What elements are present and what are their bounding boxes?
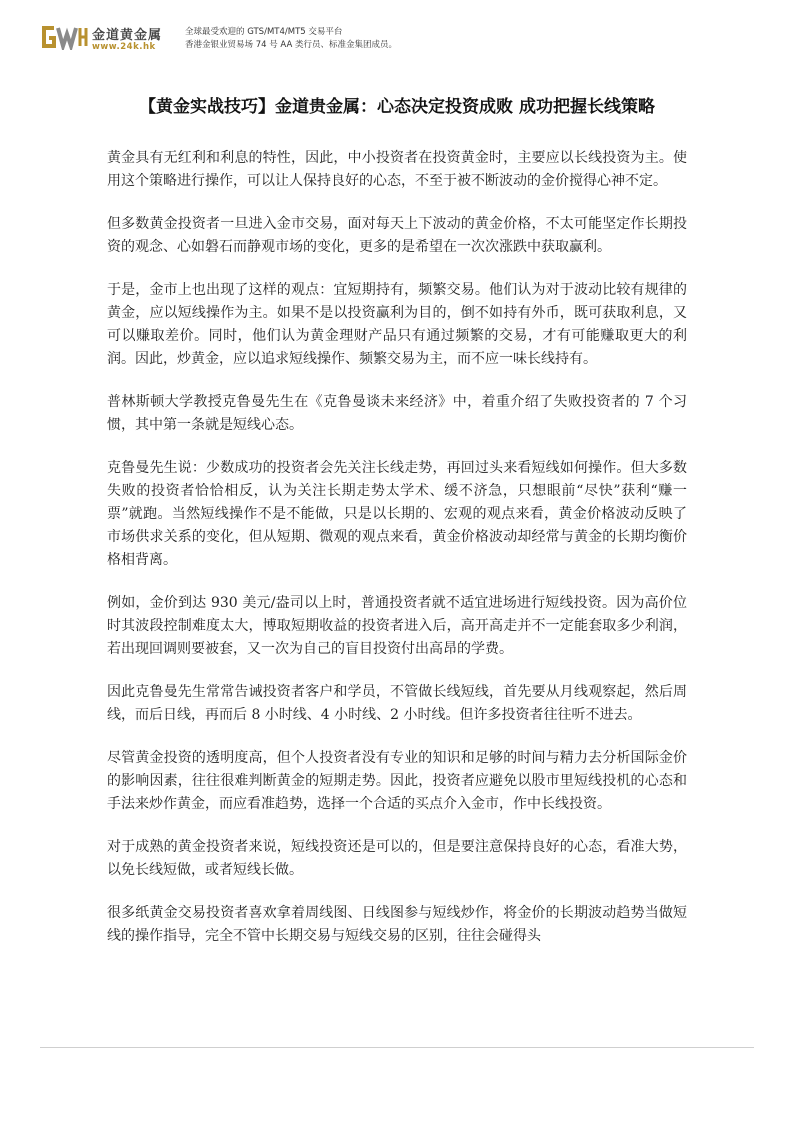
- header-tagline: [185, 26, 397, 52]
- article-title: 【黄金实战技巧】金道贵金属：心态决定投资成败 成功把握长线策略: [139, 97, 655, 117]
- paragraph: 克鲁曼先生说：少数成功的投资者会先关注长线走势，再回过头来看短线如何操作。但大多数失败的投资者恰恰相反，认为关注长期走势太学术、缓不济急，只想眼前“尽快”获利“赚一票”就跑。当然短线操作不是不能做，只是以长期的、宏观的观点来看，黄金价格波动反映了市场供求关系的变化，但从短期、微观的观点来看，黄金价格波动却经常与黄金的长期均衡价格相背离。: [107, 460, 687, 568]
- paragraph: 例如，金价到达 930 美元/盎司以上时，普通投资者就不适宜进场进行短线投资。因为高价位时其波段控制难度太大，博取短期收益的投资者进入后，高开高走并不一定能套取多少利润，若出现回调则要被套，又一次为自己的盲目投资付出高昂的学费。: [107, 595, 687, 657]
- paragraph: 因此克鲁曼先生常常告诫投资者客户和学员，不管做长线短线，首先要从月线观察起，然后周线，而后日线，再而后 8 小时线、4 小时线、2 小时线。但许多投资者往往听不进去。: [107, 684, 687, 723]
- tagline-line-1: 全球最受欢迎的 GTS/MT4/MT5 交易平台: [185, 27, 343, 37]
- paragraph: 但多数黄金投资者一旦进入金市交易，面对每天上下波动的黄金价格，不太可能坚定作长期投资的观念、心如磐石而静观市场的变化，更多的是希望在一次次涨跌中获取赢利。: [107, 216, 687, 255]
- gw-logo-icon: [40, 24, 88, 50]
- footer-divider: [40, 1047, 754, 1048]
- paragraph: 尽管黄金投资的透明度高，但个人投资者没有专业的知识和足够的时间与精力去分析国际金价的影响因素，往往很难判断黄金的短期走势。因此，投资者应避免以股市里短线投机的心态和手法来炒作黄金，而应看准趋势，选择一个合适的买点介入金市，作中长线投资。: [107, 750, 687, 812]
- logo-website: www.24k.hk: [92, 42, 156, 52]
- paragraph: 黄金具有无红利和利息的特性，因此，中小投资者在投资黄金时，主要应以长线投资为主。使用这个策略进行操作，可以让人保持良好的心态，不至于被不断波动的金价搅得心神不定。: [107, 150, 687, 189]
- tagline-line-2: 香港金银业贸易场 74 号 AA 类行员、标准金集团成员。: [185, 40, 397, 50]
- company-logo: [40, 22, 175, 58]
- paragraph: 普林斯顿大学教授克鲁曼先生在《克鲁曼谈未来经济》中，着重介绍了失败投资者的 7 个习惯，其中第一条就是短线心态。: [107, 394, 687, 433]
- paragraph: 于是，金市上也出现了这样的观点：宜短期持有，频繁交易。他们认为对于波动比较有规律的黄金，应以短线操作为主。如果不是以投资赢利为目的，倒不如持有外币，既可获取利息，又可以赚取差价。同时，他们认为黄金理财产品只有通过频繁的交易，才有可能赚取更大的利润。因此，炒黄金，应以追求短线操作、频繁交易为主，而不应一味长线持有。: [107, 282, 687, 367]
- page-header: [40, 22, 754, 58]
- paragraph: 很多纸黄金交易投资者喜欢拿着周线图、日线图参与短线炒作，将金价的长期波动趋势当做短线的操作指导，完全不管中长期交易与短线交易的区别，往往会碰得头: [107, 905, 687, 944]
- paragraph: 对于成熟的黄金投资者来说，短线投资还是可以的，但是要注意保持良好的心态，看准大势，以免长线短做，或者短线长做。: [107, 839, 687, 878]
- article-body: [107, 147, 687, 968]
- logo-chinese-name: 金道黄金属: [92, 28, 163, 43]
